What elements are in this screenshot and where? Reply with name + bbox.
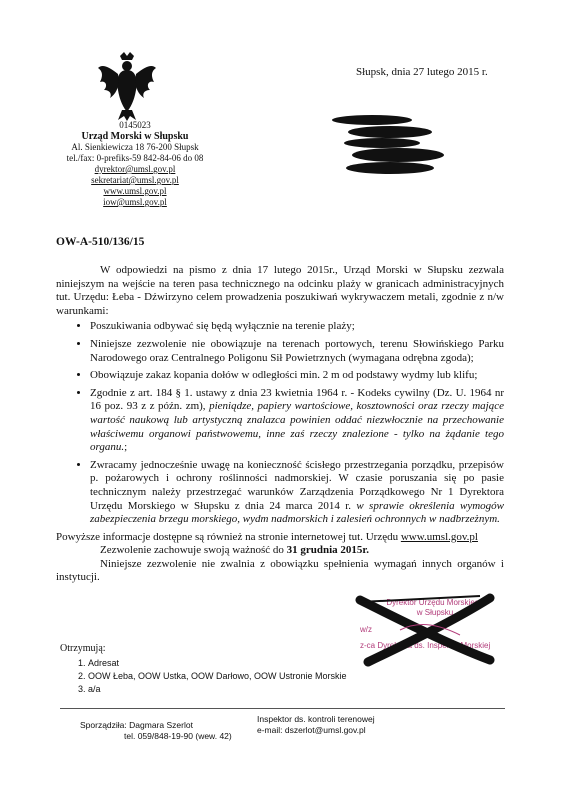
receivers-section: [60, 643, 347, 696]
condition-item: • Obowiązuje zakaz kopania dołów w odległości min. 2 m od podstawy wydmy lub klifu;: [90, 369, 504, 383]
condition-text-italic: w sprawie określenia wymogów zabezpieczenia brzegu morskiego, wydm nadmorskich i zalesień ochronnych w nadbrzeżnym.: [90, 499, 504, 526]
prepared-name: Dagmara Szerlot: [129, 720, 193, 730]
condition-text: Zwracamy jednocześnie uwagę na konieczność ścisłego przestrzegania porządku, przepisów p. pożarowych i ochrony roślinności nadmorskiej. W czasie poruszania się po pasie technicznym należy przestrzegać warunków Zarządzenia Porządkowego Nr 1 Dyrektora Urzędu Morskiego w Słupsku z dnia 24 marca 2014 r.: [90, 458, 504, 512]
website-link[interactable]: www.umsl.gov.pl: [400, 530, 478, 543]
receiver-item: 1. Adresat: [88, 657, 347, 670]
eagle-emblem-icon: [96, 50, 158, 122]
receiver-item: 2. OOW Łeba, OOW Ustka, OOW Darłowo, OOW Ustronie Morskie: [88, 670, 347, 683]
letterhead: [60, 120, 210, 208]
stamp-line: z-ca Dyrektora ds. Inspekcji Morskiej: [360, 640, 491, 650]
doc-number: 0145023: [119, 120, 151, 130]
stamp-line: w Słupsku: [416, 607, 454, 617]
footer-contact: [257, 714, 375, 736]
org-name: Urząd Morski w Słupsku: [81, 131, 189, 142]
stamp-line: w/z: [360, 625, 372, 634]
condition-text: Zgodnie z art. 184 § 1. ustawy z dnia 23 kwietnia 1964 r. - Kodeks cywilny (Dz. U. 1964 nr 16 poz. 93 z z późn. zm),: [90, 386, 504, 413]
org-address: Al. Sienkiewicza 18 76-200 Słupsk: [71, 142, 199, 152]
conditions-list: [56, 320, 504, 526]
redacted-addressee: [320, 110, 480, 180]
condition-text: ;: [124, 441, 128, 454]
crossed-signature-mark: [340, 590, 510, 670]
website-link[interactable]: www.umsl.gov.pl: [103, 186, 167, 196]
letter-body: [56, 264, 504, 585]
reference-number: OW-A-510/136/15: [56, 236, 145, 248]
disclaimer-paragraph: Niniejsze zezwolenie nie zwalnia z obowiązku spełnienia wymagań innych organów i instytucji.: [56, 557, 504, 584]
condition-item: • Niniejsze zezwolenie nie obowiązuje na terenach portowych, terenu Słowińskiego Parku Narodowego oraz Centralnego Poligonu Sił Powietrznych (wymagana odrębna zgoda);: [90, 338, 504, 365]
org-phone: tel./fax: 0-prefiks-59 842-84-06 do 08: [66, 153, 204, 163]
intro-paragraph: W odpowiedzi na pismo z dnia 17 lutego 2015r., Urząd Morski w Słupsku zezwala niniejszym na wejście na teren pasa technicznego na odcinku plaży w granicach administracyjnych tut. Urzędu: Łeba - Dźwirzyno celem prowadzenia poszukiwań wykrywaczem metali, zgodnie z n/w warunkami:: [56, 264, 504, 317]
condition-item: [90, 459, 504, 527]
email-link-secretariat[interactable]: sekretariat@umsl.gov.pl: [91, 175, 179, 185]
info-text: Powyższe informacje dostępne są również na stronie internetowej tut. Urzędu: [56, 530, 399, 543]
footer-prepared: [80, 720, 232, 742]
prepared-role: Inspektor ds. kontroli terenowej: [257, 714, 375, 724]
receivers-label: Otrzymują:: [60, 643, 106, 654]
footer-divider: [60, 708, 505, 709]
condition-text-italic: pieniądze, papiery wartościowe, kosztowności oraz rzeczy mające wartość naukową lub artystyczną znalazca powinien oddać niezwłocznie na przechowanie właściwemu organowi państwowemu, inne zaś rzeczy znalezione - tylko na żądanie tego organu.: [90, 400, 504, 454]
prepared-email: e-mail: dszerlot@umsl.gov.pl: [257, 725, 366, 735]
receiver-item: 3. a/a: [88, 683, 347, 696]
email-link-director[interactable]: dyrektor@umsl.gov.pl: [94, 164, 176, 174]
prepared-phone: tel. 059/848-19-90 (wew. 42): [124, 731, 232, 741]
validity-text: Zezwolenie zachowuje swoją ważność do: [100, 544, 284, 557]
prepared-label: Sporządziła:: [80, 720, 127, 730]
receivers-list: [60, 657, 347, 696]
place-date: Słupsk, dnia 27 lutego 2015 r.: [356, 66, 488, 78]
stamp-line: Dyrektor Urzędu Morskiego: [386, 598, 484, 607]
email-link-iow[interactable]: iow@umsl.gov.pl: [103, 197, 167, 207]
info-paragraph: [56, 531, 504, 545]
condition-item: • Poszukiwania odbywać się będą wyłącznie na terenie plaży;: [90, 320, 504, 334]
condition-item: [90, 387, 504, 455]
validity-paragraph: [56, 544, 504, 558]
validity-date: 31 grudnia 2015r.: [286, 544, 370, 557]
